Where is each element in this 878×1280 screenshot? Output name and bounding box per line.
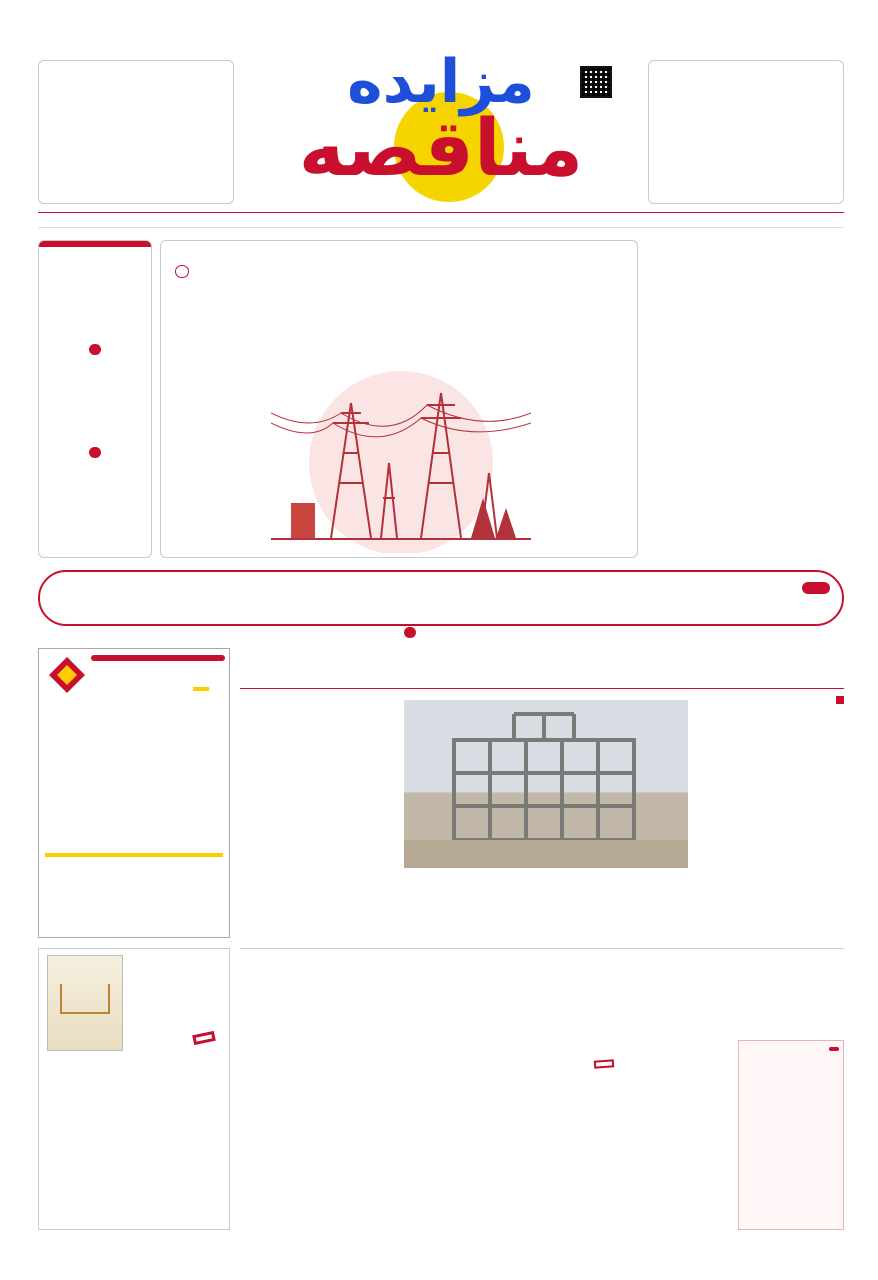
mellat-logo-icon [47,655,87,695]
editorial-banner[interactable] [38,570,844,626]
kiosk-story2-page-wrap [39,440,151,459]
lead-col1 [694,712,844,942]
satire-col3 [568,1090,728,1226]
author-dot-icon [836,696,844,704]
building-skeleton-illustration [404,700,688,868]
power-tower-illustration [271,363,531,553]
ad-number [193,687,209,691]
scale-icon [60,984,110,1014]
qr-code-icon[interactable] [580,66,612,98]
kiosk-story1-title[interactable] [39,247,151,263]
ad-table-title [45,853,223,857]
headline-page-wrap [161,259,637,278]
right-logos-box [648,60,844,204]
satire-col1 [240,1044,390,1204]
kiosk-story1-page[interactable] [89,344,101,355]
humor-box [738,1040,844,1230]
kiosk-story2-body [39,372,151,438]
left-logos-box [38,60,234,204]
lead-col4 [548,872,688,942]
lead-col2 [240,696,390,942]
title-monaghese: مناقصه [298,104,584,194]
kiosk-box [38,240,152,558]
editorial-tag [802,582,830,594]
editorial-page-wrap [380,620,440,639]
masthead-title [244,48,638,206]
editorial-page[interactable] [404,627,416,638]
right-column [648,240,844,558]
ad-header [39,649,229,705]
kiosk-story2-title[interactable] [39,362,151,372]
ad-qanoon[interactable] [38,948,230,1230]
right-logo-grid [649,61,843,203]
headline-page[interactable] [175,265,189,278]
second-story [240,948,844,1032]
title-mozayede: مزایده [347,47,535,117]
humor-kicker [829,1047,839,1051]
calls-label-left [38,44,234,58]
magazine-cover [47,955,123,1051]
lead-author [832,696,844,704]
kiosk-story1-page-wrap [39,337,151,356]
ad-stamp [192,1031,216,1045]
humor-body [741,1097,839,1227]
satire-badge [594,1059,615,1068]
lead-col3 [404,886,544,942]
satire-section [240,1040,730,1230]
main-headline-box [160,240,638,558]
lead-photo [404,700,688,868]
lead-story [240,648,844,942]
second-body [240,993,844,1033]
ad-mellat[interactable] [38,648,230,938]
date-bar [38,212,844,228]
ad-title [91,655,225,661]
kiosk-story2-page[interactable] [89,447,101,458]
ad-body [45,711,223,849]
lead-rule [240,688,844,689]
left-logo-grid [39,61,233,203]
calls-label-right [648,44,844,58]
kiosk-story1-body [39,263,151,335]
satire-col2 [404,1044,554,1224]
